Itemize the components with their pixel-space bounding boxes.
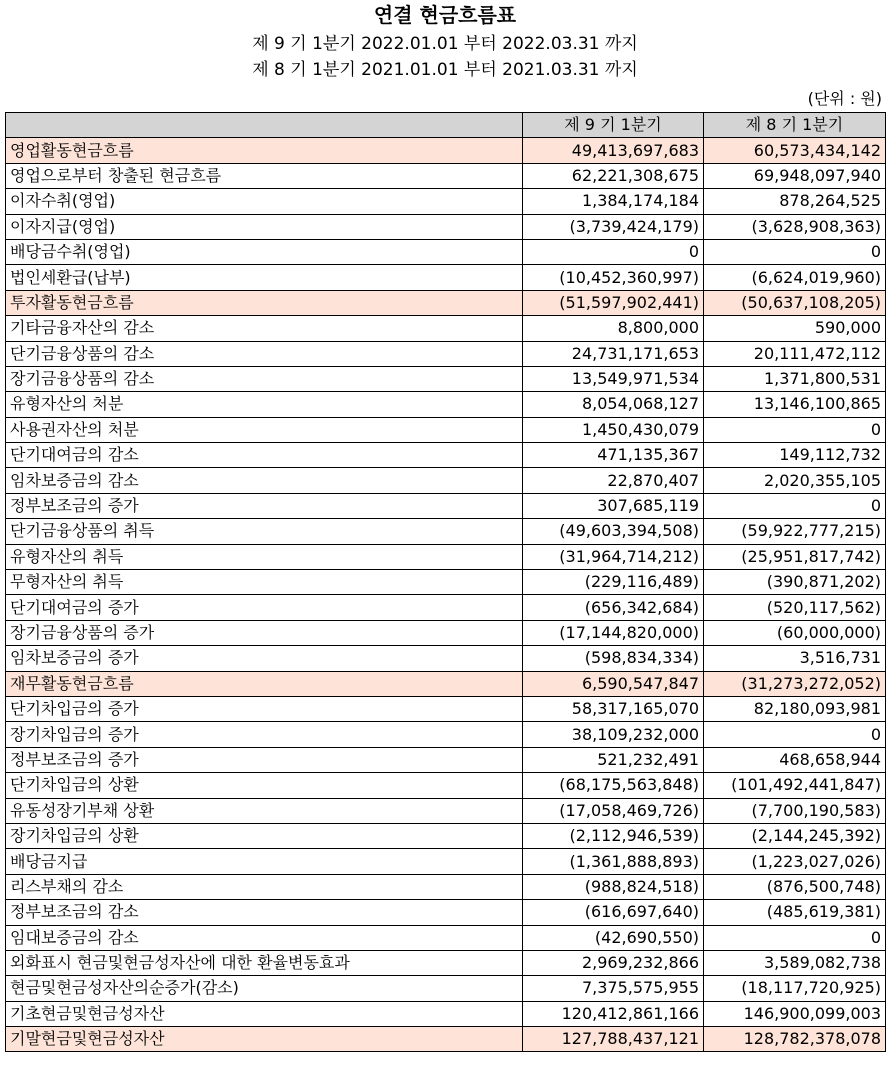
row-label: 투자활동현금흐름 <box>6 290 523 315</box>
current-period-value: 0 <box>523 239 704 264</box>
prior-period-value: 69,948,097,940 <box>704 163 886 188</box>
current-period-value: 1,384,174,184 <box>523 189 704 214</box>
row-label: 유동성장기부채 상환 <box>6 798 523 823</box>
current-period-value: 120,412,861,166 <box>523 1001 704 1026</box>
table-row <box>6 900 886 925</box>
table-row <box>6 341 886 366</box>
row-label: 단기금융상품의 취득 <box>6 519 523 544</box>
prior-period-value: (876,500,748) <box>704 874 886 899</box>
unit-label: (단위 : 원) <box>807 89 882 108</box>
current-period-value: (31,964,714,212) <box>523 544 704 569</box>
current-period-value: (229,116,489) <box>523 570 704 595</box>
current-period-value: (616,697,640) <box>523 900 704 925</box>
current-period-value: (1,361,888,893) <box>523 849 704 874</box>
current-period-value: 8,800,000 <box>523 316 704 341</box>
table-row <box>6 950 886 975</box>
table-row <box>6 493 886 518</box>
row-label: 정부보조금의 증가 <box>6 493 523 518</box>
prior-period-value: 3,589,082,738 <box>704 950 886 975</box>
current-period-value: 521,232,491 <box>523 747 704 772</box>
row-label: 단기대여금의 감소 <box>6 443 523 468</box>
row-label: 배당금지급 <box>6 849 523 874</box>
prior-period-value: 0 <box>704 417 886 442</box>
table-row <box>6 468 886 493</box>
table-row <box>6 798 886 823</box>
current-period-value: (42,690,550) <box>523 925 704 950</box>
current-period-value: 13,549,971,534 <box>523 366 704 391</box>
current-period-value: (17,058,469,726) <box>523 798 704 823</box>
row-label: 임대보증금의 감소 <box>6 925 523 950</box>
current-period-value: 6,590,547,847 <box>523 671 704 696</box>
cash-flow-table <box>5 112 886 1052</box>
row-label: 영업으로부터 창출된 현금흐름 <box>6 163 523 188</box>
current-period-value: 22,870,407 <box>523 468 704 493</box>
prior-period-value: (1,223,027,026) <box>704 849 886 874</box>
table-row <box>6 823 886 848</box>
prior-period-value: 149,112,732 <box>704 443 886 468</box>
row-label: 단기차입금의 증가 <box>6 696 523 721</box>
current-period-value: 38,109,232,000 <box>523 722 704 747</box>
row-label: 임차보증금의 감소 <box>6 468 523 493</box>
row-label: 법인세환급(납부) <box>6 265 523 290</box>
row-label: 유형자산의 처분 <box>6 392 523 417</box>
row-label: 유형자산의 취득 <box>6 544 523 569</box>
row-label: 무형자산의 취득 <box>6 570 523 595</box>
section-total-row <box>6 1027 886 1052</box>
table-row <box>6 696 886 721</box>
current-period-value: (656,342,684) <box>523 595 704 620</box>
prior-period-value: (520,117,562) <box>704 595 886 620</box>
current-period: 제 9 기 1분기 2022.01.01 부터 2022.03.31 까지 <box>252 34 638 54</box>
prior-period-value: 468,658,944 <box>704 747 886 772</box>
row-label: 장기차입금의 상환 <box>6 823 523 848</box>
current-period-value: (68,175,563,848) <box>523 773 704 798</box>
current-period-value: (10,452,360,997) <box>523 265 704 290</box>
prior-period-value: (59,922,777,215) <box>704 519 886 544</box>
prior-period-value: 82,180,093,981 <box>704 696 886 721</box>
row-label: 외화표시 현금및현금성자산에 대한 환율변동효과 <box>6 950 523 975</box>
prior-period-value: (3,628,908,363) <box>704 214 886 239</box>
table-row <box>6 316 886 341</box>
current-period-value: (49,603,394,508) <box>523 519 704 544</box>
table-row <box>6 366 886 391</box>
row-label: 영업활동현금흐름 <box>6 138 523 163</box>
prior-period-value: (6,624,019,960) <box>704 265 886 290</box>
prior-period-value: (50,637,108,205) <box>704 290 886 315</box>
section-total-row <box>6 671 886 696</box>
prior-period-value: 0 <box>704 239 886 264</box>
row-label: 장기금융상품의 증가 <box>6 620 523 645</box>
row-label: 현금및현금성자산의순증가(감소) <box>6 976 523 1001</box>
row-label: 임차보증금의 증가 <box>6 646 523 671</box>
prior-period-value: 0 <box>704 722 886 747</box>
row-label: 단기대여금의 증가 <box>6 595 523 620</box>
prior-period-value: 2,020,355,105 <box>704 468 886 493</box>
row-label: 단기금융상품의 감소 <box>6 341 523 366</box>
prior-period-value: 3,516,731 <box>704 646 886 671</box>
table-row <box>6 849 886 874</box>
table-row <box>6 595 886 620</box>
table-row <box>6 392 886 417</box>
current-period-value: (988,824,518) <box>523 874 704 899</box>
section-total-row <box>6 290 886 315</box>
table-row <box>6 189 886 214</box>
table-row <box>6 214 886 239</box>
prior-period-value: 0 <box>704 493 886 518</box>
prior-period-value: 878,264,525 <box>704 189 886 214</box>
row-label: 리스부채의 감소 <box>6 874 523 899</box>
row-label: 재무활동현금흐름 <box>6 671 523 696</box>
current-period-value: 62,221,308,675 <box>523 163 704 188</box>
row-label: 기타금융자산의 감소 <box>6 316 523 341</box>
current-period-value: (3,739,424,179) <box>523 214 704 239</box>
current-period-value: (17,144,820,000) <box>523 620 704 645</box>
table-row <box>6 519 886 544</box>
current-period-value: (51,597,902,441) <box>523 290 704 315</box>
prior-period-value: 0 <box>704 925 886 950</box>
prior-period-value: (390,871,202) <box>704 570 886 595</box>
table-row <box>6 163 886 188</box>
prior-period-value: 1,371,800,531 <box>704 366 886 391</box>
prior-period-value: 590,000 <box>704 316 886 341</box>
prior-period-value: (7,700,190,583) <box>704 798 886 823</box>
prior-period-value: (60,000,000) <box>704 620 886 645</box>
current-period-value: 2,969,232,866 <box>523 950 704 975</box>
current-period-value: 7,375,575,955 <box>523 976 704 1001</box>
current-period-value: 8,054,068,127 <box>523 392 704 417</box>
table-row <box>6 1001 886 1026</box>
current-period-value: (2,112,946,539) <box>523 823 704 848</box>
row-label: 기말현금및현금성자산 <box>6 1027 523 1052</box>
table-row <box>6 646 886 671</box>
row-label: 장기차입금의 증가 <box>6 722 523 747</box>
table-row <box>6 722 886 747</box>
statement-title: 연결 현금흐름표 <box>373 3 517 27</box>
prior-period-value: 20,111,472,112 <box>704 341 886 366</box>
prior-period-value: (25,951,817,742) <box>704 544 886 569</box>
table-row <box>6 976 886 1001</box>
prior-period-value: 146,900,099,003 <box>704 1001 886 1026</box>
table-row <box>6 239 886 264</box>
prior-period-value: (18,117,720,925) <box>704 976 886 1001</box>
current-period-value: 58,317,165,070 <box>523 696 704 721</box>
table-row <box>6 265 886 290</box>
current-period-value: 24,731,171,653 <box>523 341 704 366</box>
table-row <box>6 773 886 798</box>
prior-period-value: 60,573,434,142 <box>704 138 886 163</box>
prior-period-value: (31,273,272,052) <box>704 671 886 696</box>
section-total-row <box>6 138 886 163</box>
current-period-value: 1,450,430,079 <box>523 417 704 442</box>
row-label: 단기차입금의 상환 <box>6 773 523 798</box>
header-current-period: 제 9 기 1분기 <box>523 113 704 138</box>
table-row <box>6 747 886 772</box>
table-row <box>6 417 886 442</box>
header-label-column <box>6 113 523 138</box>
table-header-row <box>6 113 886 138</box>
prior-period-value: (101,492,441,847) <box>704 773 886 798</box>
header-prior-period: 제 8 기 1분기 <box>704 113 886 138</box>
row-label: 배당금수취(영업) <box>6 239 523 264</box>
table-row <box>6 544 886 569</box>
row-label: 이자지급(영업) <box>6 214 523 239</box>
table-row <box>6 925 886 950</box>
row-label: 사용권자산의 처분 <box>6 417 523 442</box>
table-row <box>6 874 886 899</box>
prior-period-value: 13,146,100,865 <box>704 392 886 417</box>
row-label: 장기금융상품의 감소 <box>6 366 523 391</box>
current-period-value: (598,834,334) <box>523 646 704 671</box>
prior-period-value: (485,619,381) <box>704 900 886 925</box>
current-period-value: 127,788,437,121 <box>523 1027 704 1052</box>
current-period-value: 471,135,367 <box>523 443 704 468</box>
table-row <box>6 620 886 645</box>
row-label: 정부보조금의 증가 <box>6 747 523 772</box>
current-period-value: 49,413,697,683 <box>523 138 704 163</box>
row-label: 정부보조금의 감소 <box>6 900 523 925</box>
prior-period-value: 128,782,378,078 <box>704 1027 886 1052</box>
table-row <box>6 443 886 468</box>
row-label: 기초현금및현금성자산 <box>6 1001 523 1026</box>
prior-period-value: (2,144,245,392) <box>704 823 886 848</box>
table-row <box>6 570 886 595</box>
row-label: 이자수취(영업) <box>6 189 523 214</box>
current-period-value: 307,685,119 <box>523 493 704 518</box>
prior-period: 제 8 기 1분기 2021.01.01 부터 2021.03.31 까지 <box>252 60 638 80</box>
